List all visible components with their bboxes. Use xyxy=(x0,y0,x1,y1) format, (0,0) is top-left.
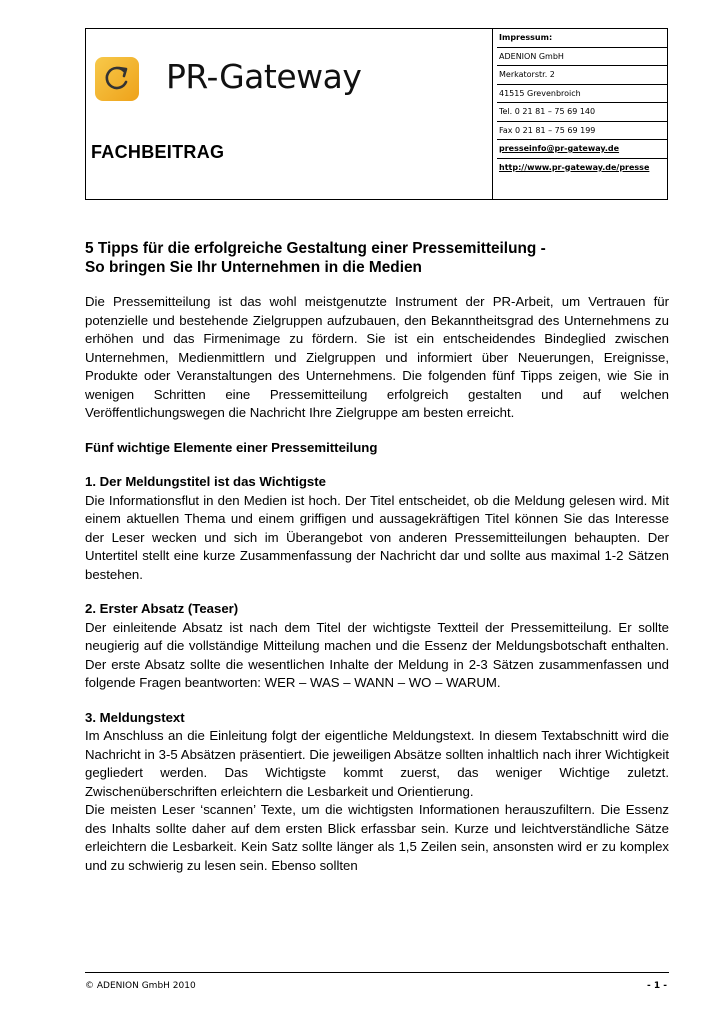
tip-2-heading: 2. Erster Absatz (Teaser) xyxy=(85,601,239,616)
refresh-arrow-icon xyxy=(95,57,139,101)
page-footer xyxy=(85,972,669,997)
impressum-block xyxy=(497,29,667,177)
tip-1-text: Die Informationsflut in den Medien ist hoch. Der Titel entscheidet, ob die Meldung gelesen wird. Mit einem aktuellen Thema und einem griffigen und aussagekräftigen Titel können Sie das Interesse der Leser wecken und sich im Überangebot von anderen Pressemitteilungen behaupten. Der Untertitel stellt eine kurze Zusammenfassung der Nachricht dar und sollte aus maximal 1-2 Sätzen bestehen. xyxy=(85,492,669,582)
tip-1-heading: 1. Der Meldungstitel ist das Wichtigste xyxy=(85,474,326,489)
tip-3-heading: 3. Meldungstext xyxy=(85,709,185,725)
logo-wordmark: PR-Gateway xyxy=(166,57,362,96)
impressum-city: 41515 Grevenbroich xyxy=(497,85,667,104)
header-divider xyxy=(492,29,493,199)
section-heading: Fünf wichtige Elemente einer Pressemitteilung xyxy=(85,439,378,455)
tip-3-text: Im Anschluss an die Einleitung folgt der eigentliche Meldungstext. In diesem Textabschnitt wird die Nachricht in 3-5 Absätzen präsentiert. Die jeweiligen Absätze sollten inhaltlich nach ihrer Wichtigkeit gegliedert werden. Das Wichtigste kommt zuerst, das weniger Wichtige zuletzt. Zwischenüberschriften erleichtern die Lesbarkeit und Orientierung. xyxy=(85,728,669,799)
footer-copyright: © ADENION GmbH 2010 xyxy=(85,981,196,991)
impressum-email-link[interactable]: presseinfo@pr-gateway.de xyxy=(497,140,667,159)
impressum-street: Merkatorstr. 2 xyxy=(497,66,667,85)
headline-line-1: 5 Tipps für die erfolgreiche Gestaltung einer Pressemitteilung - xyxy=(85,240,546,257)
impressum-phone: Tel. 0 21 81 – 75 69 140 xyxy=(497,103,667,122)
page-number: - 1 - xyxy=(647,981,667,991)
impressum-fax: Fax 0 21 81 – 75 69 199 xyxy=(497,122,667,141)
impressum-website-link[interactable]: http://www.pr-gateway.de/presse xyxy=(499,162,650,172)
tip-3-text-continued: Die meisten Leser ‘scannen’ Texte, um die wichtigsten Informationen herauszufiltern. Die Essenz des Inhalts sollte daher auf dem ersten Blick erfassbar sein. Kurze und leichtverständliche Sätze erleichtern die Lesbarkeit. Kein Satz sollte länger als 1,5 Zeilen sein, ansonsten wird er zu komplex und zu schwierig zu lesen sein. Ebenso sollten xyxy=(85,802,669,873)
impressum-title: Impressum: xyxy=(497,29,667,48)
article-body xyxy=(85,239,669,875)
tip-2-text: Der einleitende Absatz ist nach dem Titel der wichtigste Textteil der Pressemitteilung. Er sollte neugierig auf die vollständige Mitteilung machen und die Essenz der Meldungsbotschaft enthalten. Der erste Absatz sollte die wesentlichen Inhalte der Meldung in 2-3 Sätzen zusammenfassen und folgende Fragen beantworten: WER – WAS – WANN – WO – WARUM. xyxy=(85,619,669,690)
document-type-label: FACHBEITRAG xyxy=(91,142,225,162)
intro-paragraph: Die Pressemitteilung ist das wohl meistgenutzte Instrument der PR-Arbeit, um Vertrauen für potenzielle und bestehende Zielgruppen aufzubauen, den Bekanntheitsgrad des Unternehmens zu erhöhen und das Firmenimage zu fördern. Sie ist ein entscheidendes Bindeglied zwischen Unternehmen, Medienmittlern und Zielgruppen und informiert über Neuerungen, Ereignisse, Produkte oder Veranstaltungen des Unternehmens. Die folgenden fünf Tipps zeigen, wie Sie in wenigen Schritten eine Pressemitteilung erfolgreich gestalten und auf welchen Veröffentlichungswegen die Nachricht Ihre Zielgruppe am besten erreicht. xyxy=(85,294,669,420)
headline-line-2: So bringen Sie Ihr Unternehmen in die Medien xyxy=(85,259,422,276)
impressum-company: ADENION GmbH xyxy=(497,48,667,67)
letterhead-box xyxy=(85,28,668,200)
article-headline xyxy=(85,239,669,277)
